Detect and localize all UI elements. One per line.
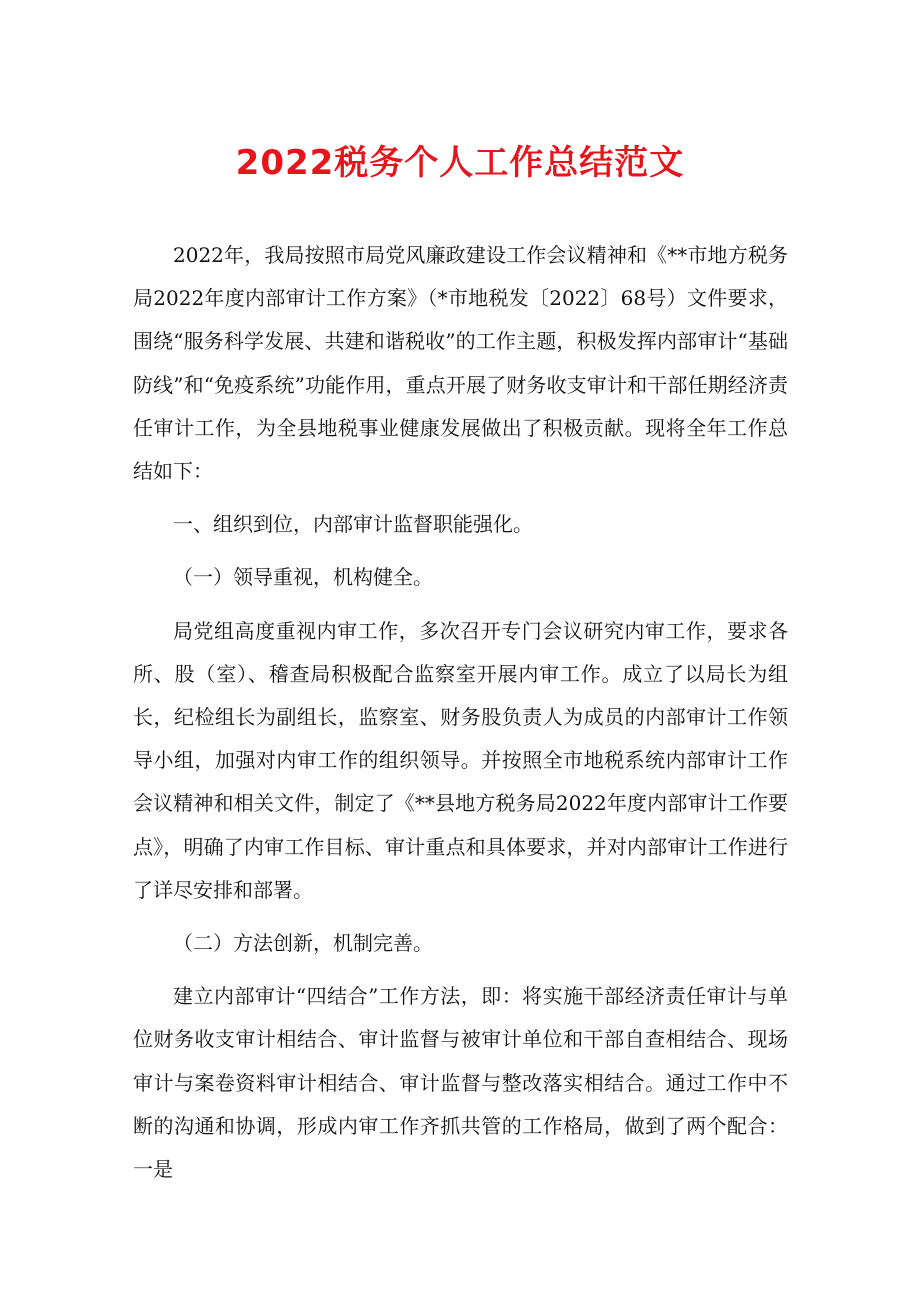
subsection-heading-2: （二）方法创新，机制完善。 xyxy=(173,931,433,956)
paragraph-leadership: 局党组高度重视内审工作，多次召开专门会议研究内审工作，要求各所、股（室）、稽查局积极配合监察室开展内审工作。成立了以局长为组长，纪检组长为副组长，监察室、财务股负责人为成员的内部审计工作领导小组，加强对内审工作的组织领导。并按照全市地税系统内部审计工作会议精神和相关文件，制定了《**县地方税务局2022年度内部审计工作要点》，明确了内审工作目标、审计重点和具体要求，并对内部审计工作进行了详尽安排和部署。 xyxy=(133,618,788,902)
document-body xyxy=(133,234,788,1201)
paragraph-methods: 建立内部审计“四结合”工作方法，即：将实施干部经济责任审计与单位财务收支审计相结合、审计监督与被审计单位和干部自查相结合、现场审计与案卷资料审计相结合、审计监督与整改落实相结合。通过工作中不断的沟通和协调，形成内审工作齐抓共管的工作格局，做到了两个配合：一是 xyxy=(133,984,788,1182)
section-heading-1: 一、组织到位，内部审计监督职能强化。 xyxy=(173,512,533,537)
document-title: 2022税务个人工作总结范文 xyxy=(235,143,685,183)
subsection-heading-1: （一）领导重视，机构健全。 xyxy=(173,565,433,590)
paragraph-intro: 2022年，我局按照市局党风廉政建设工作会议精神和《**市地方税务局2022年度内部审计工作方案》（*市地税发〔2022〕68号）文件要求，围绕“服务科学发展、共建和谐税收”的工作主题，积极发挥内部审计“基础防线”和“免疫系统”功能作用，重点开展了财务收支审计和干部任期经济责任审计工作，为全县地税事业健康发展做出了积极贡献。现将全年工作总结如下： xyxy=(133,243,788,484)
